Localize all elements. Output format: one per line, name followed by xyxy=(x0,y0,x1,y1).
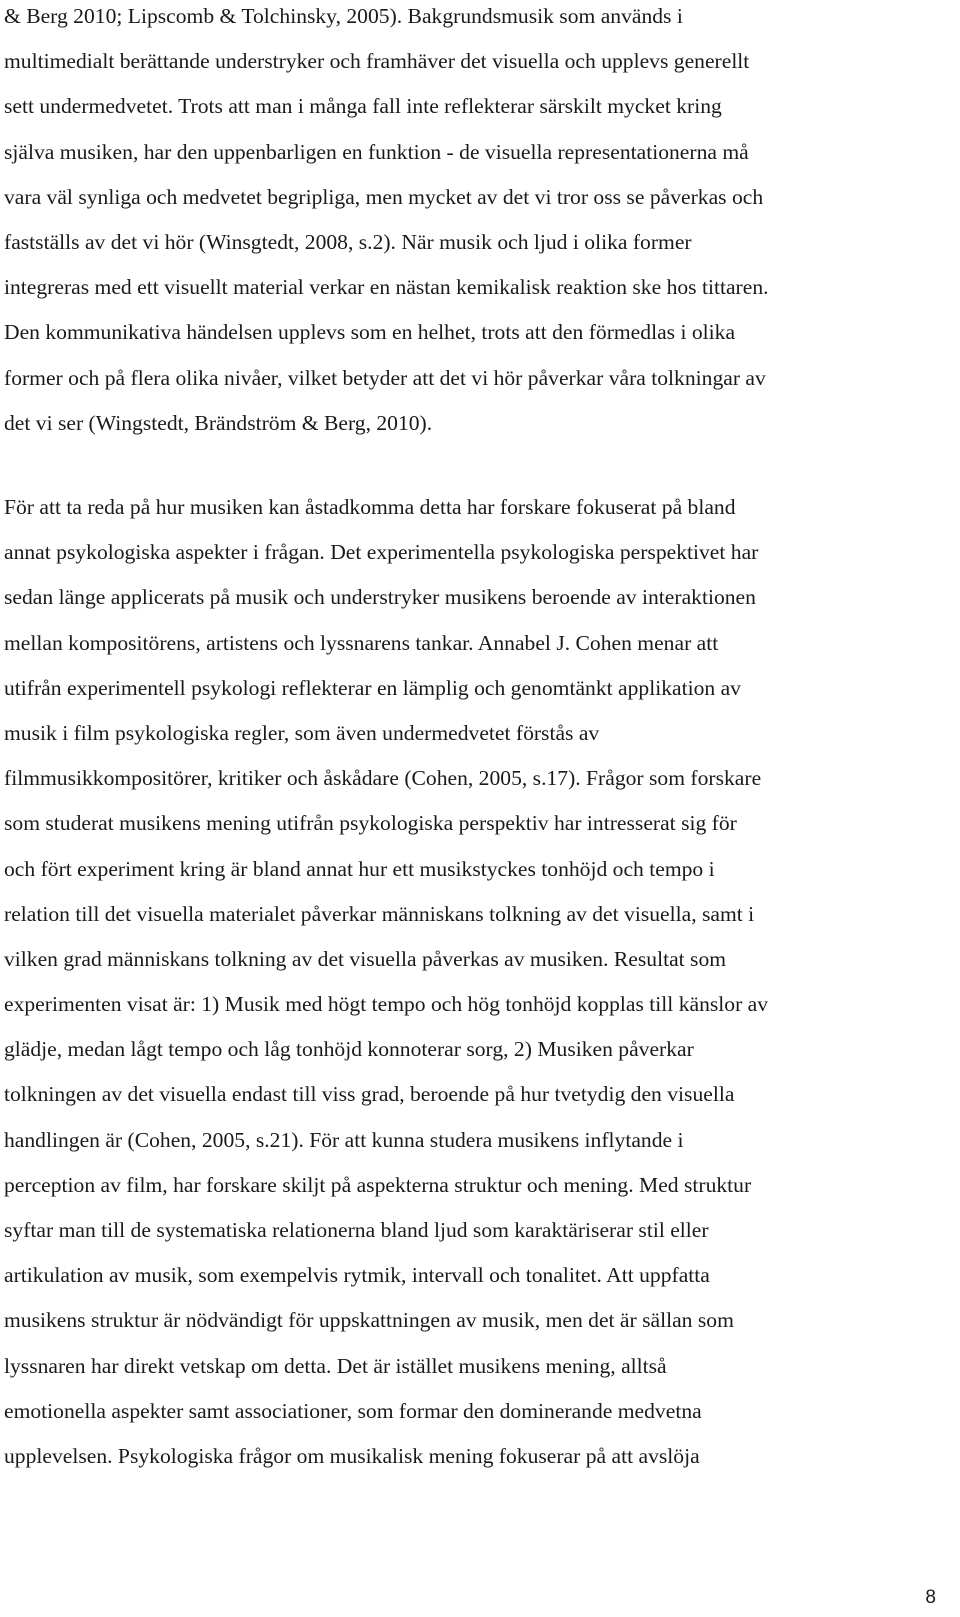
text-line: musikens struktur är nödvändigt för uppskattningen av musik, men det är sällan som xyxy=(4,1308,734,1333)
text-line: tolkningen av det visuella endast till viss grad, beroende på hur tvetydig den visuella xyxy=(4,1082,735,1107)
text-line: lyssnaren har direkt vetskap om detta. Det är istället musikens mening, alltså xyxy=(4,1353,667,1378)
text-line: integreras med ett visuellt material verkar en nästan kemikalisk reaktion ske hos tittaren. xyxy=(4,275,769,300)
text-line: former och på flera olika nivåer, vilket betyder att det vi hör påverkar våra tolkningar av xyxy=(4,365,766,390)
text-line: filmmusikkompositörer, kritiker och åskådare (Cohen, 2005, s.17). Frågor som forskare xyxy=(4,766,762,791)
text-line: det vi ser (Wingstedt, Brändström & Berg, 2010). xyxy=(4,410,433,435)
text-line: vilken grad människans tolkning av det visuella påverkas av musiken. Resultat som xyxy=(4,946,727,971)
text-line: emotionella aspekter samt associationer, som formar den dominerande medvetna xyxy=(4,1398,702,1423)
paragraph-2 xyxy=(4,485,956,1479)
text-line: multimedialt berättande understryker och framhäver det visuella och upplevs generellt xyxy=(4,49,750,74)
text-line: Den kommunikativa händelsen upplevs som en helhet, trots att den förmedlas i olika xyxy=(4,320,736,345)
text-line: sett undermedvetet. Trots att man i många fall inte reflekterar särskilt mycket kring xyxy=(4,94,722,119)
text-line: själva musiken, har den uppenbarligen en funktion - de visuella representationerna må xyxy=(4,139,749,164)
text-line: upplevelsen. Psykologiska frågor om musikalisk mening fokuserar på att avslöja xyxy=(4,1443,700,1468)
text-line: sedan länge applicerats på musik och understryker musikens beroende av interaktionen xyxy=(4,585,756,610)
text-line: handlingen är (Cohen, 2005, s.21). För att kunna studera musikens inflytande i xyxy=(4,1127,684,1152)
page-number: 8 xyxy=(925,1587,936,1608)
text-line: artikulation av musik, som exempelvis rytmik, intervall och tonalitet. Att uppfatta xyxy=(4,1263,710,1288)
text-line: musik i film psykologiska regler, som även undermedvetet förstås av xyxy=(4,720,600,745)
text-line: som studerat musikens mening utifrån psykologiska perspektiv har intresserat sig för xyxy=(4,811,737,836)
text-line: För att ta reda på hur musiken kan åstadkomma detta har forskare fokuserat på bland xyxy=(4,495,736,519)
text-line: syftar man till de systematiska relationerna bland ljud som karaktäriserar stil eller xyxy=(4,1218,709,1242)
text-line: relation till det visuella materialet påverkar människans tolkning av det visuella, samt i xyxy=(4,901,755,926)
text-line: fastställs av det vi hör (Winsgtedt, 2008, s.2). När musik och ljud i olika former xyxy=(4,229,692,254)
text-line: glädje, medan lågt tempo och låg tonhöjd konnoterar sorg, 2) Musiken påverkar xyxy=(4,1037,694,1062)
text-line: annat psykologiska aspekter i frågan. Det experimentella psykologiska perspektivet har xyxy=(4,540,759,565)
text-line: & Berg 2010; Lipscomb & Tolchinsky, 2005). Bakgrundsmusik som används i xyxy=(4,4,683,28)
text-line: och fört experiment kring är bland annat hur ett musikstyckes tonhöjd och tempo i xyxy=(4,856,715,881)
text-line: vara väl synliga och medvetet begripliga, men mycket av det vi tror oss se påverkas och xyxy=(4,184,764,209)
text-line: mellan kompositörens, artistens och lyssnarens tankar. Annabel J. Cohen menar att xyxy=(4,630,719,655)
text-line: experimenten visat är: 1) Musik med högt tempo och hög tonhöjd kopplas till känslor av xyxy=(4,992,769,1017)
paragraph-1 xyxy=(4,0,956,446)
text-line: utifrån experimentell psykologi reflekterar en lämplig och genomtänkt applikation av xyxy=(4,675,741,700)
text-line: perception av film, har forskare skiljt på aspekterna struktur och mening. Med struktur xyxy=(4,1172,752,1197)
